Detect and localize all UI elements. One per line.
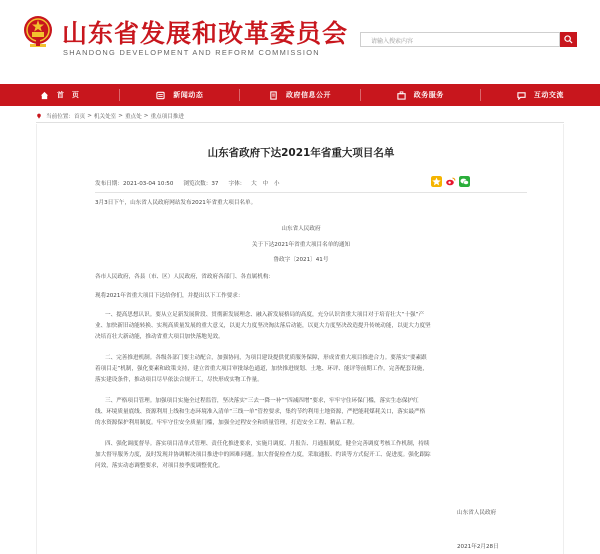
site-subtitle: SHANDONG DEVELOPMENT AND REFORM COMMISSION (63, 48, 320, 57)
paragraph-line: 一、提高思想认识。要从立足新发展阶段、贯彻新发展理念、融入新发展格局的高度，充分认识省重大项目对于培育壮大“十强”产 (105, 312, 425, 318)
qzone-share-icon[interactable] (431, 176, 442, 187)
main-nav (0, 84, 600, 106)
search-icon (564, 35, 573, 44)
signature: 山东省人民政府 (457, 510, 497, 516)
location-icon (36, 113, 42, 119)
document-number: 鲁政字〔2021〕41号 (273, 257, 329, 263)
paragraph-line: 落实建设条件，推动项目尽早依法合规开工，尽快形成实物工作量。 (95, 377, 263, 383)
nav-item-info[interactable] (240, 84, 359, 106)
nav-label: 政务服务 (413, 91, 444, 99)
nav-label: 首 页 (56, 91, 80, 99)
weibo-share-icon[interactable] (445, 176, 456, 187)
notice-issuer: 山东省人民政府 (281, 226, 321, 232)
national-emblem-icon (22, 14, 54, 50)
nav-label: 新闻动态 (173, 91, 204, 99)
signature-date: 2021年2月28日 (457, 544, 499, 550)
nav-label: 互动交流 (533, 91, 564, 99)
font-medium[interactable]: 中 (262, 181, 269, 187)
home-icon (40, 91, 49, 100)
font-small[interactable]: 小 (273, 181, 280, 187)
paragraph-line: 的水资源保护利用制度。牢牢守住安全质量门槛，加强全过程安全和质量管理，打造安全工程、精品工程。 (95, 420, 358, 426)
paragraph-line: 三、严格项目管理。加强项目实施全过程监管，坚决落实“三去一降一补”“四减四增”要求，牢牢守住环保门槛，落实生态保护红 (105, 398, 419, 404)
service-icon (397, 91, 406, 100)
paragraph-line: 线、环境质量底线、资源利用上线和生态环境准入清单“三线一单”管控要求，集约节约利用土地资源，严把能耗煤耗关口，落实最严格 (95, 409, 426, 415)
search-button[interactable] (560, 32, 577, 47)
nav-label: 政府信息公开 (286, 91, 331, 99)
breadcrumb-home[interactable]: 首页 (73, 113, 86, 120)
share-bar (431, 176, 470, 187)
breadcrumb-section[interactable]: 重点处 (124, 113, 142, 120)
paragraph-opening: 现将2021年省重大项目下达给你们，并提出以下工作要求： (95, 293, 244, 299)
paragraph-addressee: 各市人民政府，各县（市、区）人民政府，省政府各部门、各直属机构： (95, 274, 275, 280)
nav-item-service[interactable] (361, 84, 480, 106)
info-icon (269, 91, 278, 100)
breadcrumb-prefix: 当前位置： (46, 113, 74, 120)
nav-item-chat[interactable] (481, 84, 600, 106)
site-title[interactable]: 山东省发展和改革委员会 (62, 19, 349, 48)
chat-icon (517, 91, 526, 100)
nav-item-news[interactable] (120, 84, 239, 106)
breadcrumb-current[interactable]: 重点项目推进 (150, 113, 185, 120)
news-icon (156, 91, 165, 100)
paragraph-line: 着项目走”机制，强化要素和政策支持，建立省重大项目审批绿色通道，加快推进规划、土地、环评、能评等前期工作，完善配套设施， (95, 366, 428, 372)
article (36, 124, 564, 554)
font-size-label: 字体： (228, 181, 246, 187)
breadcrumb: 当前位置： 首页 > 机关处室 > 重点处 > 重点项目推进 (36, 110, 564, 121)
search-input[interactable]: 请输入搜索内容 (360, 32, 560, 47)
font-large[interactable]: 大 (251, 181, 257, 187)
notice-title: 关于下达2021年省重大项目名单的通知 (251, 242, 351, 248)
paragraph-line: 二、完善推进机制。各级各部门要主动配合，加强协同，为项目建设提供优质服务保障，形成省重大项目推进合力。要落实“要素跟 (105, 355, 427, 361)
paragraph-line: 问效，落实动态调整要求，对项目按季度调整优化。 (95, 463, 224, 469)
font-size-switch (228, 179, 279, 187)
article-meta (95, 179, 279, 187)
paragraph-line: 加大督导服务力度，及时发现并协调解决项目推进中的困难问题。加大督促检查力度，采取通报、约谈等方式促开工、促进度。强化跟踪 (95, 452, 431, 458)
paragraph-intro: 3月3日下午，山东省人民政府网站发布2021年省重大项目名单。 (95, 200, 257, 206)
view-count: 浏览次数：37 (183, 181, 219, 187)
paragraph-line: 业、加快新旧动能转换、实现高质量发展的重大意义，以更大力度坚决淘汰落后动能，以更大力度坚决改造提升传统动能，以更大力度坚 (95, 323, 431, 329)
paragraph-line: 决培育壮大新动能，推动省重大项目加快落地见效。 (95, 334, 224, 340)
article-title: 山东省政府下达2021年省重大项目名单 (207, 147, 395, 159)
site-header (0, 0, 600, 78)
publish-time: 发布日期：2021-03-04 10:50 (95, 181, 174, 187)
breadcrumb-dept[interactable]: 机关处室 (93, 113, 117, 120)
paragraph-line: 四、强化调度督导。落实项目清单式管理、责任化推进要求，实施月调度、月报告、月通报制度，健全完善调度考核工作机制，持续 (105, 441, 430, 447)
nav-item-home[interactable] (0, 84, 119, 106)
wechat-share-icon[interactable] (459, 176, 470, 187)
